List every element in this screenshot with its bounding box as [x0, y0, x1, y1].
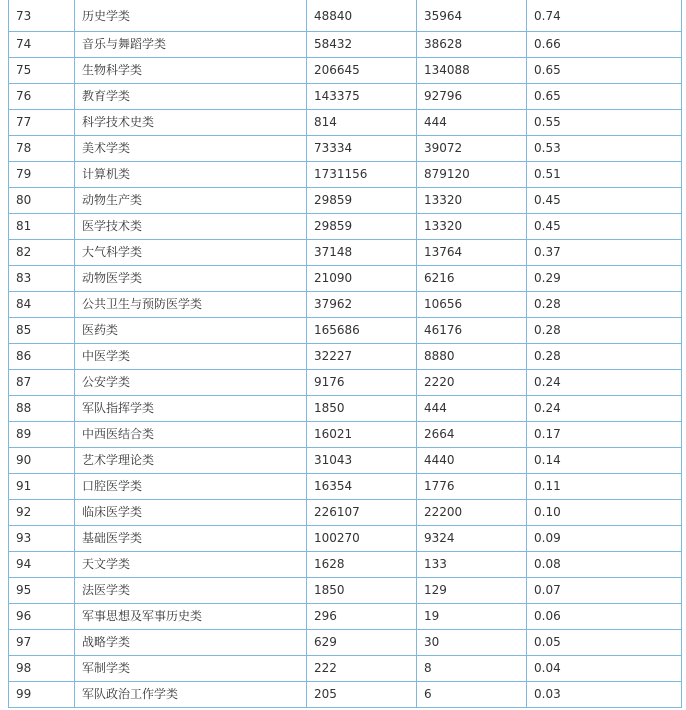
category-cell: 基础医学类: [75, 526, 307, 552]
value-a-cell: 58432: [307, 32, 417, 58]
value-a-cell: 296: [307, 604, 417, 630]
rank-cell: 89: [9, 422, 75, 448]
value-b-cell: 13320: [417, 188, 527, 214]
value-b-cell: 444: [417, 110, 527, 136]
value-b-cell: 6216: [417, 266, 527, 292]
ratio-cell: 0.09: [527, 526, 682, 552]
value-b-cell: 22200: [417, 500, 527, 526]
rank-cell: 95: [9, 578, 75, 604]
value-b-cell: 13320: [417, 214, 527, 240]
value-b-cell: 879120: [417, 162, 527, 188]
category-cell: 医学技术类: [75, 214, 307, 240]
value-a-cell: 100270: [307, 526, 417, 552]
table-row: [9, 240, 682, 266]
value-b-cell: 129: [417, 578, 527, 604]
table-row: [9, 682, 682, 708]
rank-cell: 92: [9, 500, 75, 526]
table-row: [9, 396, 682, 422]
ratio-cell: 0.28: [527, 344, 682, 370]
table-row: [9, 84, 682, 110]
value-a-cell: 21090: [307, 266, 417, 292]
value-a-cell: 629: [307, 630, 417, 656]
value-b-cell: 133: [417, 552, 527, 578]
rank-cell: 84: [9, 292, 75, 318]
category-cell: 历史学类: [75, 0, 307, 32]
ratio-cell: 0.24: [527, 370, 682, 396]
value-b-cell: 2220: [417, 370, 527, 396]
ratio-cell: 0.37: [527, 240, 682, 266]
value-a-cell: 222: [307, 656, 417, 682]
value-a-cell: 1850: [307, 578, 417, 604]
data-table: [8, 0, 682, 708]
category-cell: 军事思想及军事历史类: [75, 604, 307, 630]
table-row: [9, 500, 682, 526]
table-row: [9, 630, 682, 656]
value-b-cell: 444: [417, 396, 527, 422]
value-b-cell: 2664: [417, 422, 527, 448]
rank-cell: 82: [9, 240, 75, 266]
category-cell: 生物科学类: [75, 58, 307, 84]
ratio-cell: 0.55: [527, 110, 682, 136]
table-row: [9, 578, 682, 604]
rank-cell: 81: [9, 214, 75, 240]
category-cell: 公安学类: [75, 370, 307, 396]
table-row: [9, 292, 682, 318]
value-b-cell: 4440: [417, 448, 527, 474]
value-b-cell: 13764: [417, 240, 527, 266]
category-cell: 艺术学理论类: [75, 448, 307, 474]
table-row: [9, 162, 682, 188]
category-cell: 军队指挥学类: [75, 396, 307, 422]
category-cell: 动物医学类: [75, 266, 307, 292]
category-cell: 医药类: [75, 318, 307, 344]
ratio-cell: 0.10: [527, 500, 682, 526]
table-row: [9, 0, 682, 32]
category-cell: 军制学类: [75, 656, 307, 682]
ratio-cell: 0.65: [527, 84, 682, 110]
table-row: [9, 656, 682, 682]
table-row: [9, 136, 682, 162]
rank-cell: 94: [9, 552, 75, 578]
rank-cell: 87: [9, 370, 75, 396]
table-row: [9, 474, 682, 500]
rank-cell: 76: [9, 84, 75, 110]
rank-cell: 79: [9, 162, 75, 188]
value-a-cell: 48840: [307, 0, 417, 32]
category-cell: 法医学类: [75, 578, 307, 604]
table-row: [9, 214, 682, 240]
value-b-cell: 9324: [417, 526, 527, 552]
category-cell: 中西医结合类: [75, 422, 307, 448]
ratio-cell: 0.24: [527, 396, 682, 422]
ratio-cell: 0.14: [527, 448, 682, 474]
ratio-cell: 0.17: [527, 422, 682, 448]
table-row: [9, 110, 682, 136]
rank-cell: 80: [9, 188, 75, 214]
rank-cell: 91: [9, 474, 75, 500]
rank-cell: 74: [9, 32, 75, 58]
rank-cell: 98: [9, 656, 75, 682]
rank-cell: 93: [9, 526, 75, 552]
value-a-cell: 1731156: [307, 162, 417, 188]
ratio-cell: 0.08: [527, 552, 682, 578]
value-a-cell: 226107: [307, 500, 417, 526]
value-a-cell: 29859: [307, 188, 417, 214]
table-row: [9, 344, 682, 370]
category-cell: 计算机类: [75, 162, 307, 188]
value-a-cell: 32227: [307, 344, 417, 370]
category-cell: 中医学类: [75, 344, 307, 370]
ratio-cell: 0.28: [527, 292, 682, 318]
value-a-cell: 73334: [307, 136, 417, 162]
category-cell: 教育学类: [75, 84, 307, 110]
ratio-cell: 0.45: [527, 214, 682, 240]
value-a-cell: 9176: [307, 370, 417, 396]
ratio-cell: 0.03: [527, 682, 682, 708]
value-a-cell: 31043: [307, 448, 417, 474]
category-cell: 美术学类: [75, 136, 307, 162]
table-row: [9, 604, 682, 630]
value-a-cell: 29859: [307, 214, 417, 240]
category-cell: 天文学类: [75, 552, 307, 578]
category-cell: 音乐与舞蹈学类: [75, 32, 307, 58]
table-row: [9, 422, 682, 448]
value-a-cell: 165686: [307, 318, 417, 344]
rank-cell: 96: [9, 604, 75, 630]
category-cell: 公共卫生与预防医学类: [75, 292, 307, 318]
value-b-cell: 134088: [417, 58, 527, 84]
rank-cell: 90: [9, 448, 75, 474]
ratio-cell: 0.29: [527, 266, 682, 292]
value-b-cell: 1776: [417, 474, 527, 500]
value-b-cell: 8: [417, 656, 527, 682]
ratio-cell: 0.28: [527, 318, 682, 344]
table-row: [9, 266, 682, 292]
rank-cell: 75: [9, 58, 75, 84]
ratio-cell: 0.05: [527, 630, 682, 656]
ratio-cell: 0.06: [527, 604, 682, 630]
category-cell: 科学技术史类: [75, 110, 307, 136]
table-row: [9, 32, 682, 58]
table-row: [9, 58, 682, 84]
value-b-cell: 39072: [417, 136, 527, 162]
table-body: [9, 0, 682, 708]
rank-cell: 99: [9, 682, 75, 708]
category-cell: 口腔医学类: [75, 474, 307, 500]
ratio-cell: 0.74: [527, 0, 682, 32]
value-b-cell: 19: [417, 604, 527, 630]
table-row: [9, 318, 682, 344]
category-cell: 动物生产类: [75, 188, 307, 214]
value-b-cell: 38628: [417, 32, 527, 58]
value-a-cell: 37148: [307, 240, 417, 266]
ratio-cell: 0.51: [527, 162, 682, 188]
ratio-cell: 0.66: [527, 32, 682, 58]
category-cell: 军队政治工作学类: [75, 682, 307, 708]
value-b-cell: 92796: [417, 84, 527, 110]
rank-cell: 73: [9, 0, 75, 32]
ratio-cell: 0.04: [527, 656, 682, 682]
table-row: [9, 552, 682, 578]
value-a-cell: 1850: [307, 396, 417, 422]
category-cell: 战略学类: [75, 630, 307, 656]
value-a-cell: 143375: [307, 84, 417, 110]
value-a-cell: 1628: [307, 552, 417, 578]
ratio-cell: 0.65: [527, 58, 682, 84]
rank-cell: 97: [9, 630, 75, 656]
rank-cell: 78: [9, 136, 75, 162]
rank-cell: 83: [9, 266, 75, 292]
ratio-cell: 0.11: [527, 474, 682, 500]
ratio-cell: 0.07: [527, 578, 682, 604]
value-a-cell: 814: [307, 110, 417, 136]
value-a-cell: 206645: [307, 58, 417, 84]
table-row: [9, 370, 682, 396]
ratio-cell: 0.45: [527, 188, 682, 214]
value-b-cell: 10656: [417, 292, 527, 318]
value-b-cell: 46176: [417, 318, 527, 344]
category-cell: 大气科学类: [75, 240, 307, 266]
rank-cell: 85: [9, 318, 75, 344]
ratio-cell: 0.53: [527, 136, 682, 162]
table-row: [9, 188, 682, 214]
value-b-cell: 35964: [417, 0, 527, 32]
value-b-cell: 30: [417, 630, 527, 656]
value-a-cell: 16021: [307, 422, 417, 448]
category-cell: 临床医学类: [75, 500, 307, 526]
table-row: [9, 526, 682, 552]
rank-cell: 77: [9, 110, 75, 136]
value-b-cell: 6: [417, 682, 527, 708]
rank-cell: 88: [9, 396, 75, 422]
value-a-cell: 205: [307, 682, 417, 708]
value-a-cell: 37962: [307, 292, 417, 318]
rank-cell: 86: [9, 344, 75, 370]
value-b-cell: 8880: [417, 344, 527, 370]
table-row: [9, 448, 682, 474]
value-a-cell: 16354: [307, 474, 417, 500]
